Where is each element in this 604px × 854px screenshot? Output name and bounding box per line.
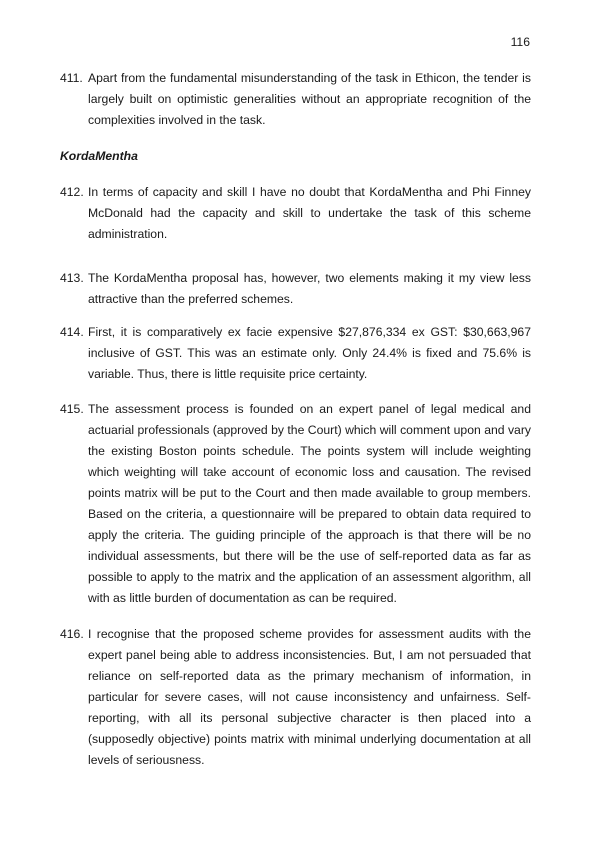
paragraph-415 bbox=[60, 399, 531, 609]
paragraph-414 bbox=[60, 322, 531, 385]
paragraph-text: The KordaMentha proposal has, however, two elements making it my view less attractive than the preferred schemes. bbox=[88, 271, 531, 306]
paragraph-number: 411. bbox=[60, 71, 83, 85]
paragraph-number: 415. bbox=[60, 402, 84, 416]
paragraph-411 bbox=[60, 68, 531, 131]
paragraph-text: In terms of capacity and skill I have no doubt that KordaMentha and Phi Finney McDonald had the capacity and skill to undertake the task of this scheme administration. bbox=[88, 185, 531, 241]
paragraph-number: 416. bbox=[60, 627, 84, 641]
paragraph-text: Apart from the fundamental misunderstanding of the task in Ethicon, the tender is largely built on optimistic generalities without an appropriate recognition of the complexities involved in the task. bbox=[88, 71, 531, 127]
paragraph-412 bbox=[60, 182, 531, 245]
paragraph-416 bbox=[60, 624, 531, 771]
paragraph-number: 413. bbox=[60, 271, 84, 285]
paragraph-text: I recognise that the proposed scheme provides for assessment audits with the expert panel being able to address inconsistencies. But, I am not persuaded that reliance on self-reported data as the primary mechanism of information, in particular for severe cases, will not cause inconsistency and unfairness. Self-reporting, with all its personal subjective character is then placed into a (supposedly objective) points matrix with minimal underlying documentation at all levels of seriousness. bbox=[88, 627, 531, 767]
paragraph-413 bbox=[60, 268, 531, 310]
paragraph-number: 412. bbox=[60, 185, 84, 199]
section-heading: KordaMentha bbox=[60, 149, 138, 163]
page-number: 116 bbox=[510, 35, 530, 49]
paragraph-text: First, it is comparatively ex facie expensive $27,876,334 ex GST: $30,663,967 inclusive of GST. This was an estimate only. Only 24.4% is fixed and 75.6% is variable. Thus, there is little requisite price certainty. bbox=[88, 325, 531, 381]
paragraph-number: 414. bbox=[60, 325, 84, 339]
paragraph-text: The assessment process is founded on an expert panel of legal medical and actuarial professionals (approved by the Court) which will comment upon and vary the existing Boston points schedule. The points system will include weighting which weighting will take account of economic loss and causation. The revised points matrix will be put to the Court and then made available to group members. Based on the criteria, a questionnaire will be prepared to obtain data required to apply the criteria. The guiding principle of the approach is that there will be no individual assessments, but there will be the use of self-reported data as far as possible to apply to the matrix and the application of an assessment algorithm, all with as little burden of documentation as can be required. bbox=[88, 402, 531, 605]
